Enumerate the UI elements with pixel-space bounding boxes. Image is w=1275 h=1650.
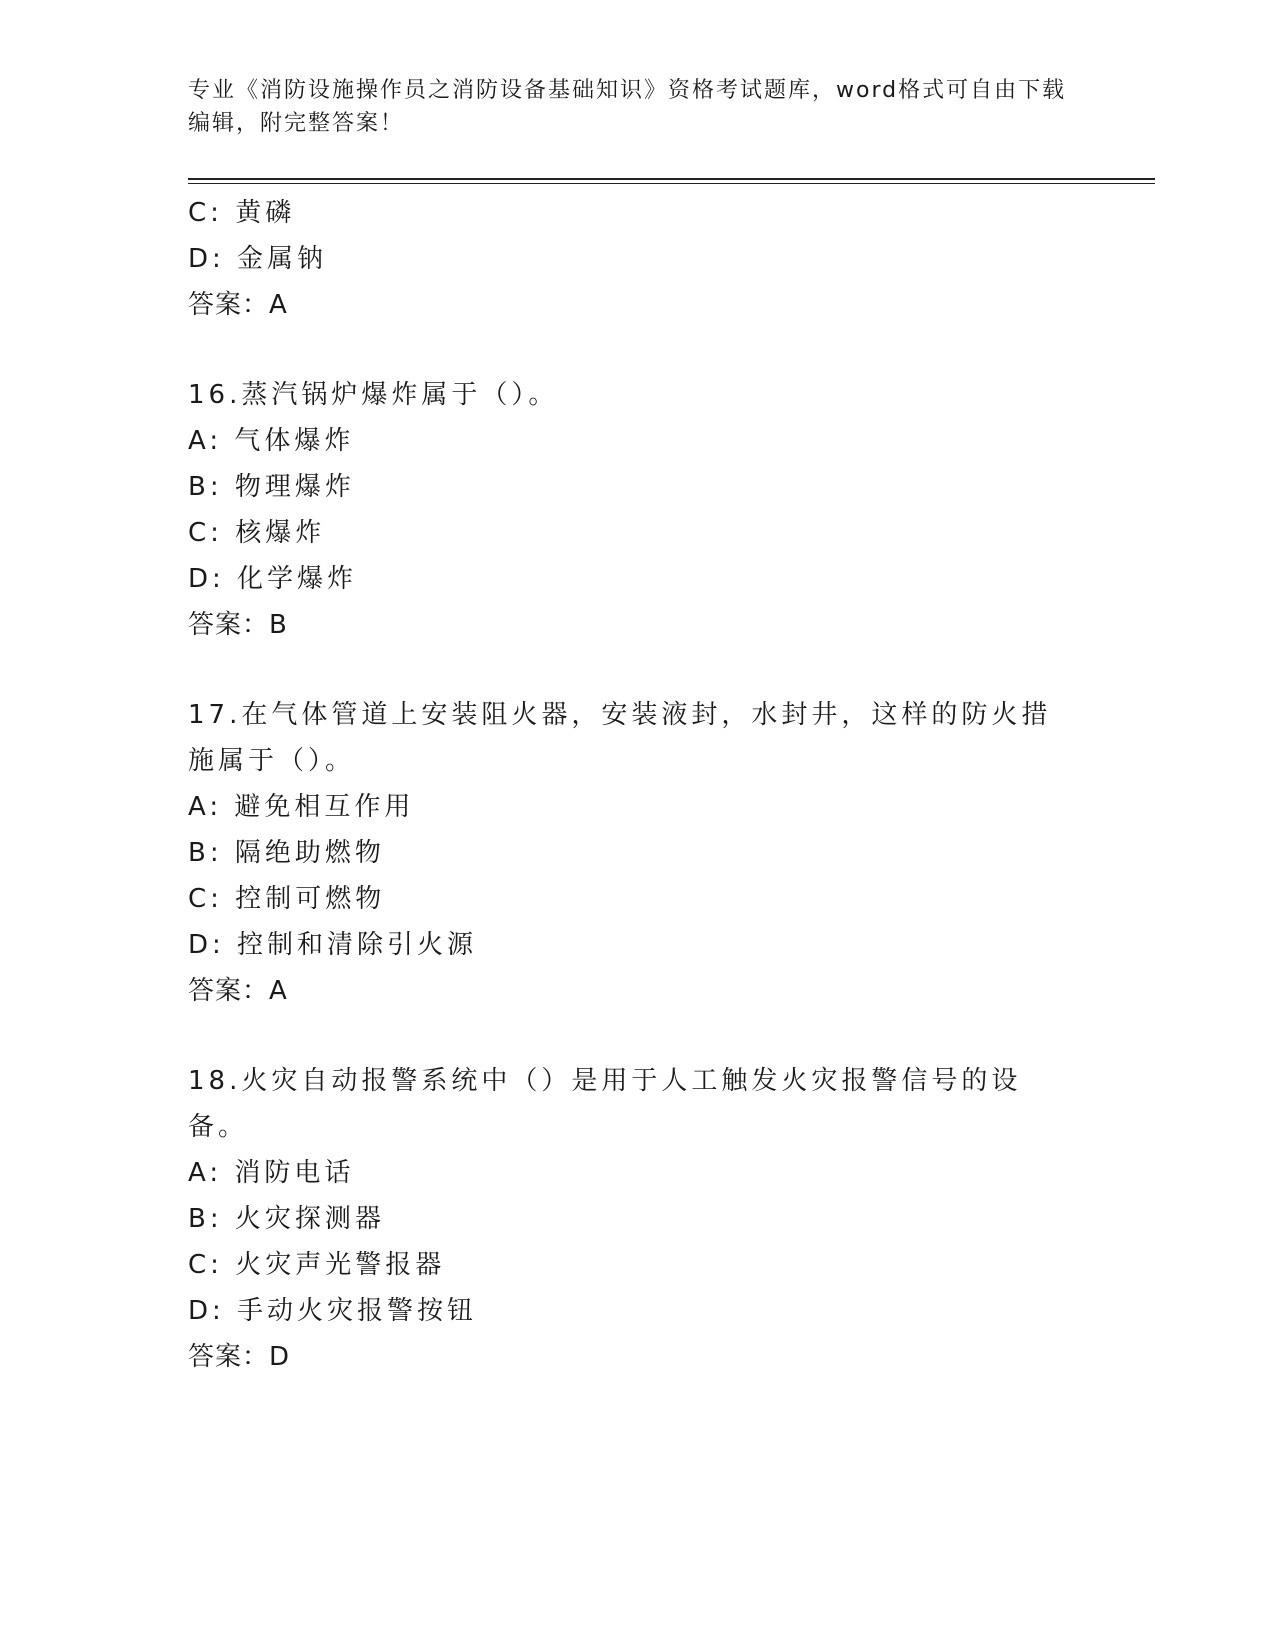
- option-letter: A:: [188, 1158, 223, 1188]
- option-text: 避免相互作用: [234, 792, 415, 822]
- option-letter: C:: [188, 518, 223, 548]
- question-stem: [188, 1058, 1068, 1150]
- option-b: [188, 464, 1088, 510]
- option-text: 核爆炸: [235, 518, 326, 548]
- option-text: 控制可燃物: [235, 884, 386, 914]
- question-18: [188, 1058, 1088, 1380]
- option-c: [188, 1242, 1088, 1288]
- question-16: [188, 372, 1088, 648]
- option-d: [188, 236, 1088, 282]
- option-text: 物理爆炸: [234, 472, 355, 502]
- document-header: 专业《消防设施操作员之消防设备基础知识》资格考试题库，word格式可自由下载编辑，附完整答案！: [188, 78, 1067, 136]
- option-letter: D:: [188, 930, 225, 960]
- header-rule-thin: [188, 183, 1155, 184]
- question-17: [188, 692, 1088, 1014]
- answer-line: 答案：A: [188, 976, 288, 1006]
- option-c: [188, 510, 1088, 556]
- option-text: 消防电话: [234, 1158, 355, 1188]
- option-a: [188, 784, 1088, 830]
- option-c: [188, 190, 1088, 236]
- answer-line: 答案：D: [188, 1342, 291, 1372]
- option-letter: B:: [188, 1204, 223, 1234]
- option-letter: B:: [188, 472, 223, 502]
- question-stem: [188, 372, 1068, 418]
- option-letter: B:: [188, 838, 223, 868]
- question-text: 蒸汽锅炉爆炸属于（）。: [241, 380, 559, 410]
- question-text: 火灾自动报警系统中（）是用于人工触发火灾报警信号的设备。: [188, 1066, 1022, 1142]
- option-d: [188, 556, 1088, 602]
- option-letter: A:: [188, 792, 223, 822]
- question-number: 16.: [188, 380, 242, 410]
- option-text: 手动火灾报警按钮: [237, 1296, 478, 1326]
- option-text: 化学爆炸: [237, 564, 358, 594]
- question-content: [188, 190, 1088, 1424]
- option-b: [188, 830, 1088, 876]
- option-letter: D:: [188, 244, 225, 274]
- option-b: [188, 1196, 1088, 1242]
- option-letter: C:: [188, 1250, 223, 1280]
- question-text: 在气体管道上安装阻火器，安装液封，水封井，这样的防火措施属于（）。: [188, 700, 1052, 776]
- answer-line: 答案：B: [188, 610, 288, 640]
- option-text: 气体爆炸: [234, 426, 355, 456]
- option-text: 金属钠: [237, 244, 328, 274]
- question-number: 17.: [188, 700, 242, 730]
- option-a: [188, 418, 1088, 464]
- option-letter: D:: [188, 564, 225, 594]
- option-d: [188, 1288, 1088, 1334]
- answer-line: 答案：A: [188, 290, 288, 320]
- option-text: 黄磷: [235, 198, 296, 228]
- previous-question-tail: [188, 190, 1088, 328]
- option-text: 火灾声光警报器: [235, 1250, 446, 1280]
- option-letter: D:: [188, 1296, 225, 1326]
- option-a: [188, 1150, 1088, 1196]
- option-d: [188, 922, 1088, 968]
- option-letter: C:: [188, 198, 223, 228]
- option-letter: C:: [188, 884, 223, 914]
- question-stem: [188, 692, 1068, 784]
- option-text: 火灾探测器: [234, 1204, 385, 1234]
- option-text: 隔绝助燃物: [234, 838, 385, 868]
- header-rule-thick: [188, 178, 1155, 180]
- option-letter: A:: [188, 426, 223, 456]
- question-number: 18.: [188, 1066, 242, 1096]
- option-c: [188, 876, 1088, 922]
- option-text: 控制和清除引火源: [237, 930, 478, 960]
